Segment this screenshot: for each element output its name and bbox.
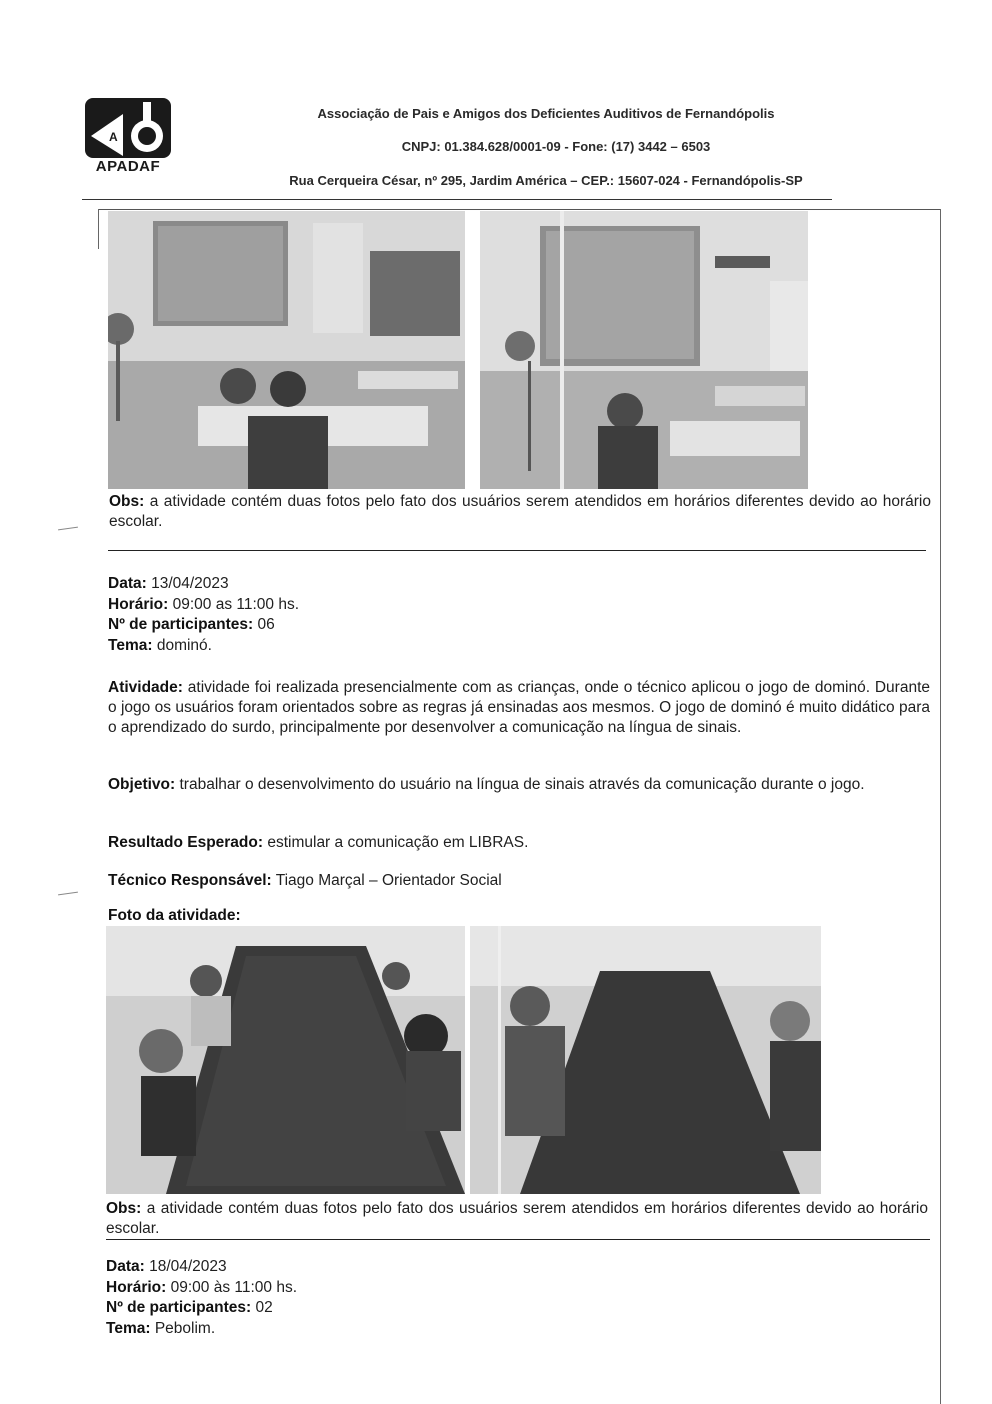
objective xyxy=(108,775,930,795)
theme-label-2: Tema: xyxy=(106,1319,151,1337)
date-label-2: Data: xyxy=(106,1258,145,1275)
time-row xyxy=(108,595,299,616)
activity-info-2 xyxy=(106,1257,297,1339)
participants-row-2 xyxy=(106,1298,297,1319)
time-value: 09:00 as 11:00 hs. xyxy=(172,595,300,613)
frame-top-border xyxy=(98,209,941,210)
photo-label: Foto da atividade: xyxy=(108,907,241,924)
technician-label: Técnico Responsável: xyxy=(108,872,272,889)
objective-text: trabalhar o desenvolvimento do usuário na língua de sinais através da comunicação durante o jogo. xyxy=(179,776,865,793)
photo-domino-1 xyxy=(106,926,465,1194)
scan-mark xyxy=(58,892,78,896)
activity-description xyxy=(108,678,930,738)
scan-mark xyxy=(58,527,78,531)
activity-info-1 xyxy=(108,574,299,656)
responsible-technician xyxy=(108,871,930,891)
obs-note-1 xyxy=(109,492,931,532)
date-row-2 xyxy=(106,1257,297,1278)
time-row-2 xyxy=(106,1278,297,1299)
svg-text:A: A xyxy=(109,130,118,144)
section-divider-1 xyxy=(108,550,926,551)
obs-label: Obs: xyxy=(109,493,145,510)
activity-label: Atividade: xyxy=(108,679,183,696)
time-value-2: 09:00 às 11:00 hs. xyxy=(170,1278,298,1296)
photo-classroom-1 xyxy=(108,211,465,489)
time-label-2: Horário: xyxy=(106,1278,167,1296)
obs-text: a atividade contém duas fotos pelo fato dos usuários serem atendidos em horários diferentes devido ao horário escolar. xyxy=(109,493,932,530)
activity-text: atividade foi realizada presencialmente com as crianças, onde o técnico aplicou o jogo de dominó. Durante o jogo os usuários foram orientados sobre as regras já ensinadas aos mesmos. O jogo de dominó é muito didático para o aprendizado do surdo, principalmente por desenvolver a comunicação na língua de sinais. xyxy=(108,679,930,736)
cnpj-phone: CNPJ: 01.384.628/0001-09 - Fone: (17) 3442 – 6503 xyxy=(401,139,711,154)
frame-left-border xyxy=(98,209,99,249)
objective-label: Objetivo: xyxy=(108,776,176,793)
org-name: Associação de Pais e Amigos dos Deficientes Auditivos de Fernandópolis xyxy=(317,106,775,121)
participants-value-2: 02 xyxy=(255,1299,273,1316)
time-label: Horário: xyxy=(108,595,169,613)
photo-domino-2 xyxy=(470,926,821,1194)
technician-text: Tiago Marçal – Orientador Social xyxy=(275,872,502,889)
participants-label: Nº de participantes: xyxy=(108,616,254,633)
date-label: Data: xyxy=(108,575,147,592)
obs-label-2: Obs: xyxy=(106,1200,142,1217)
theme-label: Tema: xyxy=(108,636,153,654)
participants-label-2: Nº de participantes: xyxy=(106,1299,252,1316)
theme-value-2: Pebolim. xyxy=(154,1319,216,1337)
expected-result xyxy=(108,833,930,853)
date-value: 13/04/2023 xyxy=(151,575,229,592)
address: Rua Cerqueira César, nº 295, Jardim América – CEP.: 15607-024 - Fernandópolis-SP xyxy=(289,173,803,188)
section-divider-2 xyxy=(106,1239,930,1240)
participants-row xyxy=(108,615,299,636)
participants-value: 06 xyxy=(257,616,275,633)
theme-row xyxy=(108,636,299,657)
logo-text: APADAF xyxy=(95,158,161,175)
expected-result-text: estimular a comunicação em LIBRAS. xyxy=(267,834,529,851)
obs-text-2: a atividade contém duas fotos pelo fato dos usuários serem atendidos em horários diferentes devido ao horário escolar. xyxy=(106,1200,929,1237)
theme-row-2 xyxy=(106,1319,297,1340)
theme-value: dominó. xyxy=(156,636,212,654)
header-divider xyxy=(82,199,832,200)
frame-right-border xyxy=(940,209,941,1404)
photo-caption-label xyxy=(108,906,508,926)
expected-result-label: Resultado Esperado: xyxy=(108,834,264,851)
photo-classroom-2 xyxy=(480,211,808,489)
date-row xyxy=(108,574,299,595)
date-value-2: 18/04/2023 xyxy=(149,1258,227,1275)
obs-note-2 xyxy=(106,1199,928,1239)
